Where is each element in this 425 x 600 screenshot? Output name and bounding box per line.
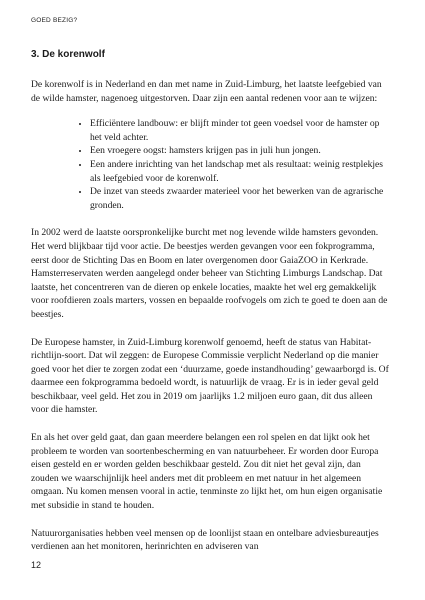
intro-paragraph: De korenwolf is in Nederland en dan met name in Zuid-Limburg, het laatste leefgebied van de wilde hamster, nagenoeg uitgestorven. Daar zijn een aantal redenen voor aan te wijzen: [31,79,382,104]
list-item: • De inzet van steeds zwaarder materieel voor het bewerken van de agrarische gronden. [90,185,389,212]
body-paragraph: Natuurorganisaties hebben veel mensen op de loonlijst staan en ontelbare adviesbureautjes verdienen aan het monitoren, herinrichten en adviseren van [31,527,379,553]
body-paragraph: En als het over geld gaat, dan gaan meerdere belangen een rol spelen en dat lijkt ook het probleem te worden van soortenbescherming en van natuurbeheer. Er worden door Europa eisen gesteld en er worden gelden beschikbaar gesteld. Zou dit niet het geval zijn, dan zouden we waarschijnlijk heel anders met dit probleem en met natuur in het algemeen omgaan. Nu komen mensen vooral in actie, tenminste zo lijkt het, om hun eigen organisatie met subsidie in stand te houden. [31,432,383,512]
page-number: 12 [31,560,42,570]
list-item: • Een vroegere oogst: hamsters krijgen pas in juli hun jongen. [90,144,389,158]
page-content [31,48,389,568]
reasons-list [31,117,389,212]
section-title: 3. De korenwolf [31,49,105,60]
running-header: GOED BEZIG? [31,17,78,24]
body-paragraph: In 2002 werd de laatste oorspronkelijke burcht met nog levende wilde hamsters gevonden. Het werd blijkbaar tijd voor actie. De beestjes werden gevangen voor een fokprogramma, eerst door de Stichting Das en Boom en later overgenomen door GaiaZOO in Kerkrade. Hamsterreservaten werden aangelegd onder beheer van Stichting Limburgs Landschap. Dat laatste, het concentreren van de dieren op enkele locaties, maakte het wel erg gemakkelijk voor roofdieren zoals marters, vossen en bepaalde roofvogels om zich te goed te doen aan de beestjes. [31,227,388,320]
body-paragraph: De Europese hamster, in Zuid-Limburg korenwolf genoemd, heeft de status van Habitat-richtlijn-soort. Dat wil zeggen: de Europese Commissie verplicht Nederland op die manier goed voor het dier te zorgen zodat een ‘duurzame, goede instandhouding’ gewaarborgd is. Of daarmee een fokprogramma bedoeld wordt, is natuurlijk de vraag. Er is in ieder geval geld beschikbaar, veel geld. Het zou in 2019 om jaarlijks 1.2 miljoen euro gaan, dit dus alleen voor die hamster. [31,336,389,416]
list-item: • Efficiëntere landbouw: er blijft minder tot geen voedsel voor de hamster op het veld achter. [90,117,389,144]
list-item: • Een andere inrichting van het landschap met als resultaat: weinig restplekjes als leefgebied voor de korenwolf. [90,158,389,185]
